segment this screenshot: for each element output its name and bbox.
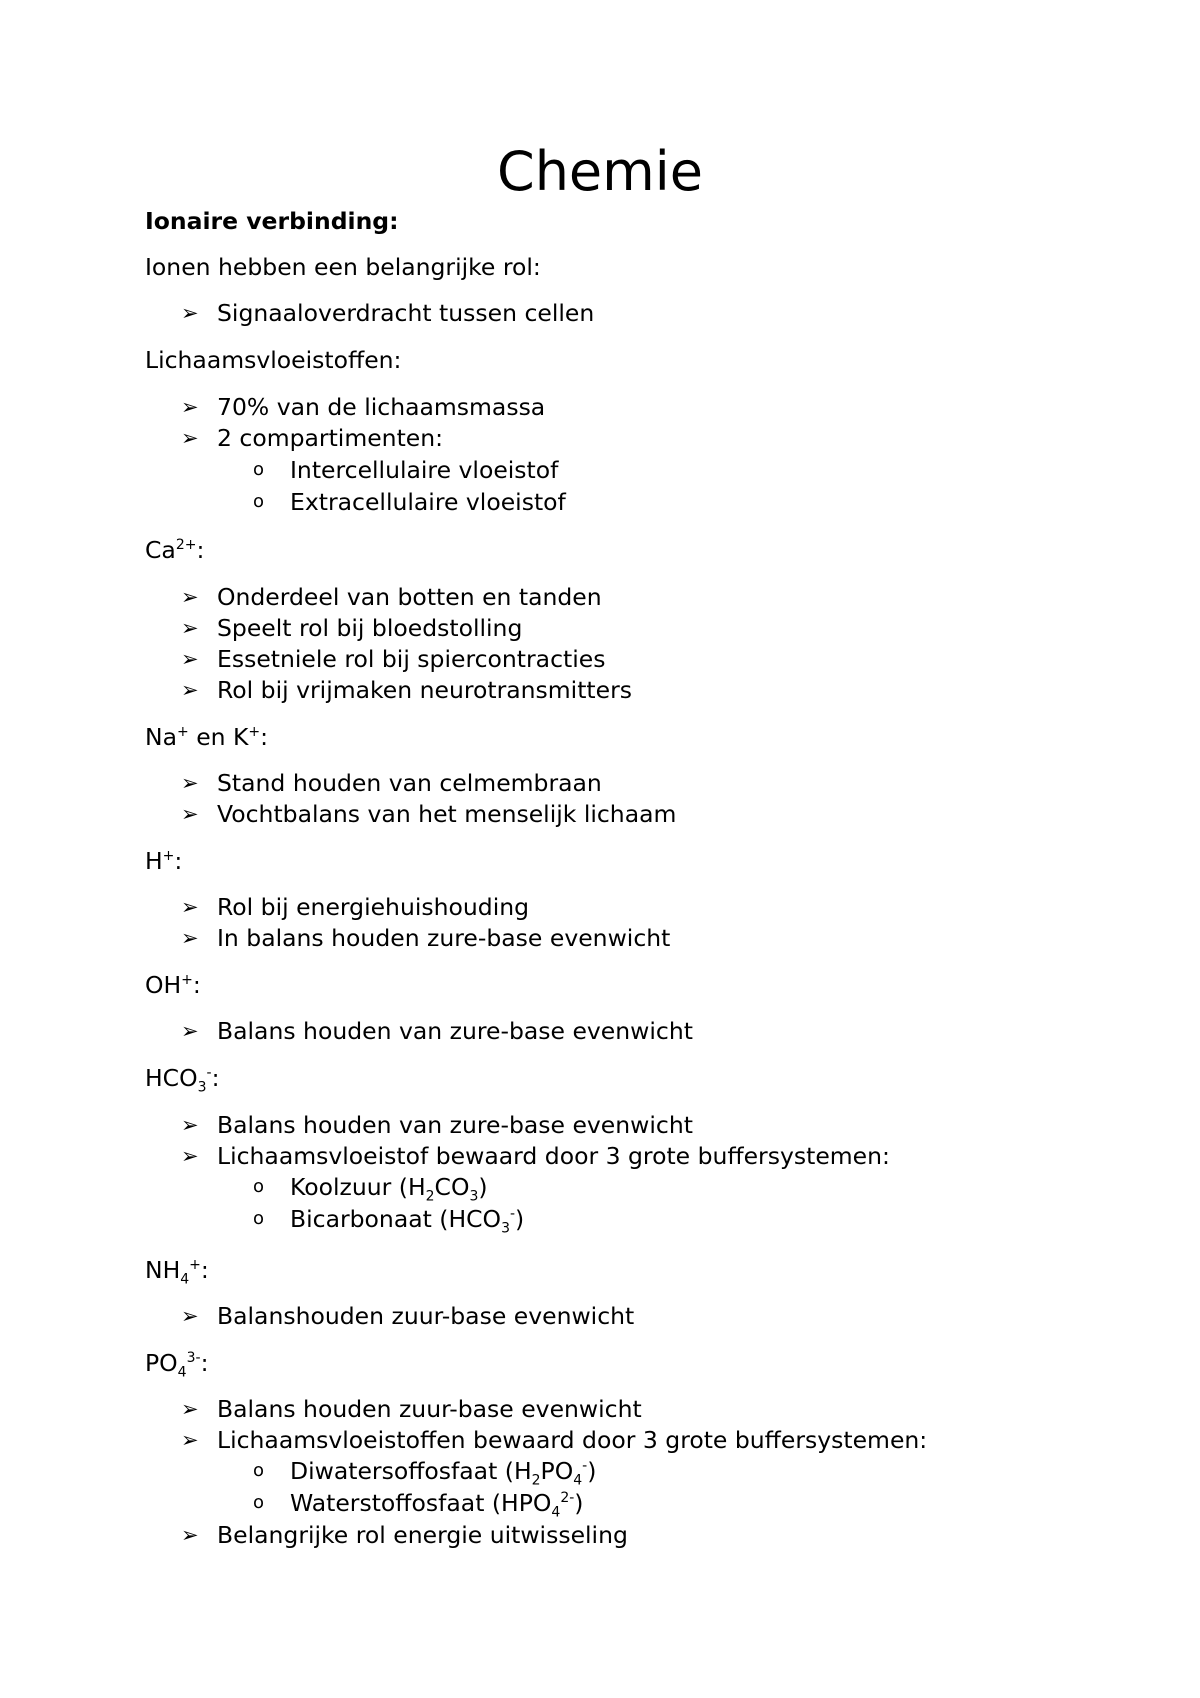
ion-label-oh: OH+:	[145, 971, 201, 999]
list-item: Balanshouden zuur-base evenwicht	[217, 1302, 635, 1330]
circle-bullet-icon: o	[253, 491, 265, 512]
bullet-arrow-icon: ➢	[181, 1144, 199, 1168]
bullet-arrow-icon: ➢	[181, 426, 199, 450]
bullet-arrow-icon: ➢	[181, 1113, 199, 1137]
ion-label-h: H+:	[145, 847, 183, 875]
circle-bullet-icon: o	[253, 1460, 265, 1481]
list-item: Stand houden van celmembraan	[217, 769, 602, 797]
circle-bullet-icon: o	[253, 1176, 265, 1197]
sub-list-item: Bicarbonaat $(HCO_3^-)$	[290, 1205, 525, 1237]
bullet-arrow-icon: ➢	[181, 1397, 199, 1421]
ion-label-ca: $Ca^{2+}$:	[145, 536, 205, 564]
list-item: Rol bij vrijmaken neurotransmitters	[217, 676, 633, 704]
bullet-arrow-icon: ➢	[181, 585, 199, 609]
sub-list-item: Diwatersoffosfaat $(H_2PO_4^-)$	[290, 1457, 597, 1489]
list-item: Vochtbalans van het menselijk lichaam	[217, 800, 677, 828]
sub-list-item: Waterstoffosfaat $(HPO_4^{2-})$	[290, 1489, 584, 1521]
list-item: Belangrijke rol energie uitwisseling	[217, 1521, 628, 1549]
list-item: Signaaloverdracht tussen cellen	[217, 299, 595, 327]
list-item: Balans houden van zure-base evenwicht	[217, 1017, 693, 1045]
page-title: Chemie	[497, 140, 703, 203]
sub-list-item: Koolzuur $(H_2CO_3)$	[290, 1173, 488, 1205]
list-item: In balans houden zure-base evenwicht	[217, 924, 671, 952]
bullet-arrow-icon: ➢	[181, 1523, 199, 1547]
intro-text: Ionen hebben een belangrijke rol:	[145, 253, 541, 281]
bullet-arrow-icon: ➢	[181, 1304, 199, 1328]
ion-label-hco3: $HCO_3^-$:	[145, 1064, 220, 1096]
bullet-arrow-icon: ➢	[181, 802, 199, 826]
list-item: Essetniele rol bij spiercontracties	[217, 645, 606, 673]
list-item: 70% van de lichaamsmassa	[217, 393, 546, 421]
bullet-arrow-icon: ➢	[181, 678, 199, 702]
bullet-arrow-icon: ➢	[181, 395, 199, 419]
bullet-arrow-icon: ➢	[181, 1428, 199, 1452]
circle-bullet-icon: o	[253, 459, 265, 480]
circle-bullet-icon: o	[253, 1208, 265, 1229]
bullet-arrow-icon: ➢	[181, 926, 199, 950]
bullet-arrow-icon: ➢	[181, 1019, 199, 1043]
list-item: Speelt rol bij bloedstolling	[217, 614, 523, 642]
sub-list-item: Extracellulaire vloeistof	[290, 488, 566, 516]
list-item: Onderdeel van botten en tanden	[217, 583, 602, 611]
ion-label-nh4: $NH_4^+$:	[145, 1256, 209, 1288]
bullet-arrow-icon: ➢	[181, 647, 199, 671]
list-item: Balans houden van zure-base evenwicht	[217, 1111, 693, 1139]
bullet-arrow-icon: ➢	[181, 616, 199, 640]
bullet-arrow-icon: ➢	[181, 301, 199, 325]
circle-bullet-icon: o	[253, 1492, 265, 1513]
list-item: Lichaamsvloeistof bewaard door 3 grote buffersystemen:	[217, 1142, 890, 1170]
ion-label-po4: $PO_4^{3-}$:	[145, 1349, 209, 1381]
ion-label-na-k: Na+ en K+:	[145, 723, 269, 751]
section-label: Lichaamsvloeistoffen:	[145, 346, 402, 374]
bullet-arrow-icon: ➢	[181, 895, 199, 919]
list-item: 2 compartimenten:	[217, 424, 444, 452]
list-item: Lichaamsvloeistoffen bewaard door 3 grote buffersystemen:	[217, 1426, 928, 1454]
list-item: Balans houden zuur-base evenwicht	[217, 1395, 642, 1423]
section-heading: Ionaire verbinding:	[145, 207, 399, 235]
bullet-arrow-icon: ➢	[181, 771, 199, 795]
list-item: Rol bij energiehuishouding	[217, 893, 530, 921]
sub-list-item: Intercellulaire vloeistof	[290, 456, 559, 484]
